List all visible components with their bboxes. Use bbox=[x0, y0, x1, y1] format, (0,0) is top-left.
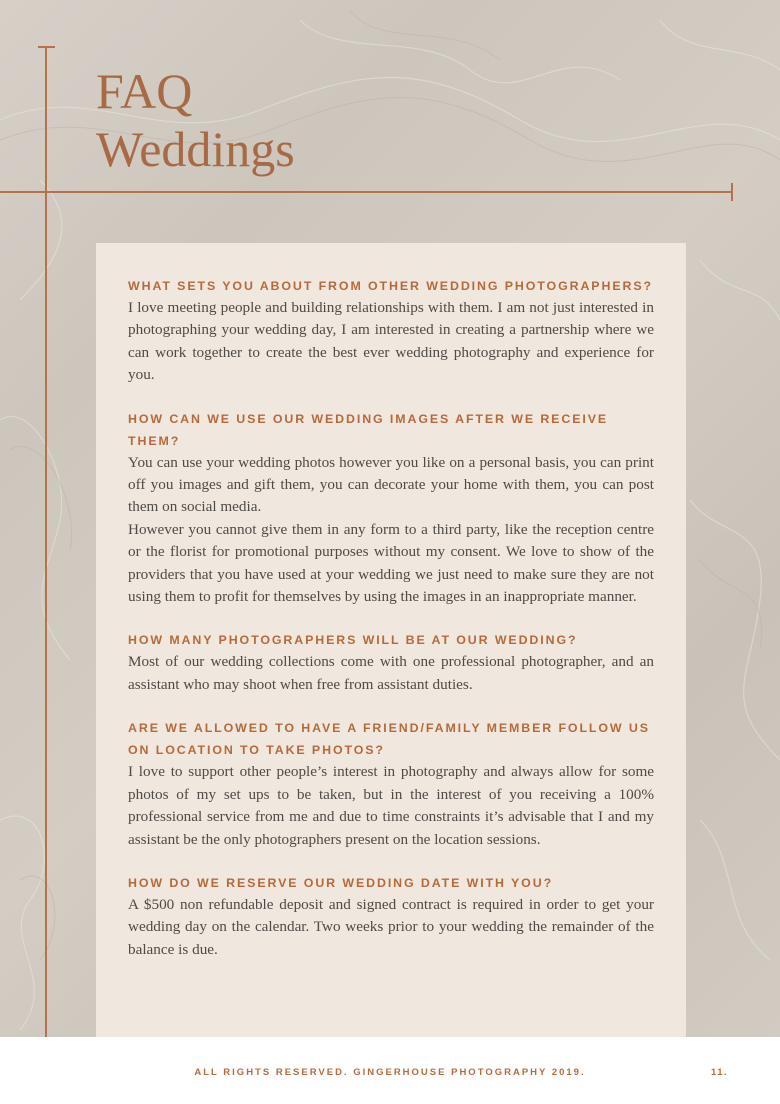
faq-answer: However you cannot give them in any form to a third party, like the reception centre or the florist for promotional purposes without my consent. We love to show of the providers that you have used at your wedding we just need to make sure they are not using them to profit for themselves by using the images in an inappropriate manner. bbox=[128, 520, 654, 606]
faq-answer: I love meeting people and building relationships with them. I am not just interested in photographing your wedding day, I am interested in creating a partnership where we can work together to create the best ever wedding photography and experience for you. bbox=[128, 299, 654, 384]
faq-question: WHAT SETS YOU ABOUT FROM OTHER WEDDING PHOTOGRAPHERS? bbox=[128, 279, 653, 293]
faq-item bbox=[128, 717, 654, 851]
faq-answer: A $500 non refundable deposit and signed contract is required in order to get your wedding day on the calendar. Two weeks prior to your wedding the remainder of the balance is due. bbox=[128, 895, 654, 958]
footer-rights: ALL RIGHTS RESERVED. GINGERHOUSE PHOTOGRAPHY 2019. bbox=[194, 1067, 586, 1078]
vertical-rule-cap bbox=[38, 46, 55, 48]
page-title-line2: Weddings bbox=[96, 121, 295, 177]
horizontal-rule-cap bbox=[731, 183, 733, 201]
page-title-line1: FAQ bbox=[96, 63, 193, 119]
page-title bbox=[96, 62, 295, 178]
page-number: 11. bbox=[711, 1067, 729, 1078]
vertical-rule bbox=[45, 47, 47, 1037]
faq-item bbox=[128, 872, 654, 961]
faq-question: HOW MANY PHOTOGRAPHERS WILL BE AT OUR WEDDING? bbox=[128, 633, 578, 648]
faq-question: HOW DO WE RESERVE OUR WEDDING DATE WITH YOU? bbox=[128, 875, 554, 890]
faq-item bbox=[128, 275, 654, 387]
faq-answer: You can use your wedding photos however you like on a personal basis, you can print off you images and gift them, you can decorate your home with them, you can post them on social media. bbox=[128, 453, 654, 516]
faq-question: ARE WE ALLOWED TO HAVE A FRIEND/FAMILY MEMBER FOLLOW US ON LOCATION TO TAKE PHOTOS? bbox=[128, 721, 650, 758]
faq-answer: Most of our wedding collections come with one professional photographer, and an assistant who may shoot when free from assistant duties. bbox=[128, 653, 654, 693]
faq-item bbox=[128, 629, 654, 696]
faq-question: HOW CAN WE USE OUR WEDDING IMAGES AFTER WE RECEIVE THEM? bbox=[128, 411, 609, 448]
page-footer bbox=[0, 1037, 780, 1104]
faq-item bbox=[128, 408, 654, 609]
faq-card bbox=[96, 243, 686, 1037]
faq-answer: I love to support other people’s interest in photography and always allow for some photos of my set ups to be taken, but in the interest of you receiving a 100% professional service from me and due to time constraints it’s advisable that I and my assistant be the only photographers present on the location sessions. bbox=[128, 763, 654, 848]
horizontal-rule bbox=[0, 191, 733, 193]
